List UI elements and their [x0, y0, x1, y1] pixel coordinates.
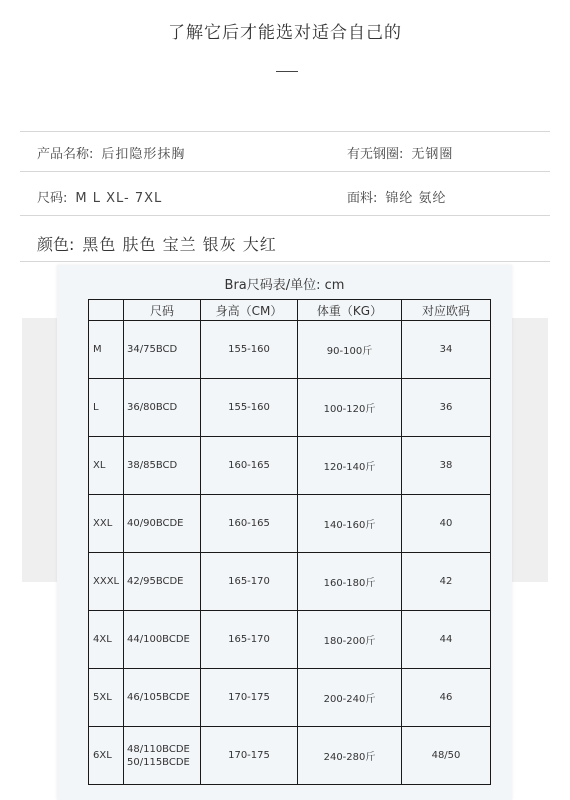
- size-cell: XXXL: [89, 553, 124, 611]
- header-cell: [89, 300, 124, 321]
- color-row: [37, 232, 277, 255]
- size-cell: L: [89, 379, 124, 437]
- divider-line: [20, 171, 550, 172]
- wire-label: 有无钢圈:: [347, 147, 404, 162]
- height-cell: 160-165: [201, 495, 298, 553]
- weight-cell: 100-120斤: [298, 379, 402, 437]
- size-chart-title: Bra尺码表/单位: cm: [224, 278, 345, 293]
- weight-cell: 140-160斤: [298, 495, 402, 553]
- table-row: [89, 495, 491, 553]
- wire-row: [347, 143, 453, 162]
- fabric-row: [347, 187, 447, 206]
- table-row: [89, 553, 491, 611]
- product-name-value: 后扣隐形抹胸: [101, 147, 186, 162]
- table-row: [89, 379, 491, 437]
- size-value: M L XL- 7XL: [75, 191, 163, 206]
- fabric-value: 锦纶 氨纶: [385, 191, 447, 206]
- color-label: 颜色:: [37, 235, 75, 254]
- size-cell: 5XL: [89, 669, 124, 727]
- eu-size-cell: 40: [402, 495, 491, 553]
- cup-cell: 38/85BCD: [124, 437, 201, 495]
- table-row: [89, 611, 491, 669]
- weight-cell: 120-140斤: [298, 437, 402, 495]
- height-cell: 165-170: [201, 611, 298, 669]
- header-cell: 尺码: [124, 300, 201, 321]
- weight-cell: 160-180斤: [298, 553, 402, 611]
- height-cell: 160-165: [201, 437, 298, 495]
- divider-line: [20, 261, 550, 262]
- cup-cell: [124, 727, 201, 785]
- product-name-row: [37, 143, 185, 162]
- cup-cell: 40/90BCDE: [124, 495, 201, 553]
- page-heading: 了解它后才能选对适合自己的: [168, 23, 402, 43]
- fabric-label: 面料:: [347, 191, 378, 206]
- table-row: [89, 437, 491, 495]
- cup-cell: 42/95BCDE: [124, 553, 201, 611]
- size-cell: M: [89, 321, 124, 379]
- wire-value: 无钢圈: [411, 147, 454, 162]
- size-cell: 4XL: [89, 611, 124, 669]
- weight-cell: 90-100斤: [298, 321, 402, 379]
- height-cell: 170-175: [201, 727, 298, 785]
- eu-size-cell: 48/50: [402, 727, 491, 785]
- weight-cell: 240-280斤: [298, 727, 402, 785]
- color-value: 黑色 肤色 宝兰 银灰 大红: [82, 235, 277, 254]
- divider-line: [20, 215, 550, 216]
- cup-cell-line: 50/115BCDE: [127, 756, 190, 768]
- table-row: [89, 321, 491, 379]
- size-row: [37, 187, 162, 206]
- cup-cell: 44/100BCDE: [124, 611, 201, 669]
- height-cell: 155-160: [201, 379, 298, 437]
- size-label: 尺码:: [37, 191, 68, 206]
- cup-cell: 36/80BCD: [124, 379, 201, 437]
- table-row: [89, 727, 491, 785]
- eu-size-cell: 36: [402, 379, 491, 437]
- weight-cell: 200-240斤: [298, 669, 402, 727]
- heading-divider: [276, 71, 298, 72]
- size-cell: XXL: [89, 495, 124, 553]
- cup-cell: 34/75BCD: [124, 321, 201, 379]
- product-name-label: 产品名称:: [37, 147, 94, 162]
- height-cell: 155-160: [201, 321, 298, 379]
- eu-size-cell: 38: [402, 437, 491, 495]
- divider-line: [20, 131, 550, 132]
- height-cell: 165-170: [201, 553, 298, 611]
- size-cell: XL: [89, 437, 124, 495]
- table-row: [89, 669, 491, 727]
- header-cell: 身高（CM）: [201, 300, 298, 321]
- size-chart-table: [88, 299, 491, 785]
- eu-size-cell: 46: [402, 669, 491, 727]
- table-header-row: [89, 300, 491, 321]
- height-cell: 170-175: [201, 669, 298, 727]
- cup-cell-line: 48/110BCDE: [127, 743, 190, 755]
- header-cell: 体重（KG）: [298, 300, 402, 321]
- eu-size-cell: 44: [402, 611, 491, 669]
- eu-size-cell: 42: [402, 553, 491, 611]
- weight-cell: 180-200斤: [298, 611, 402, 669]
- header-cell: 对应欧码: [402, 300, 491, 321]
- eu-size-cell: 34: [402, 321, 491, 379]
- cup-cell: 46/105BCDE: [124, 669, 201, 727]
- size-cell: 6XL: [89, 727, 124, 785]
